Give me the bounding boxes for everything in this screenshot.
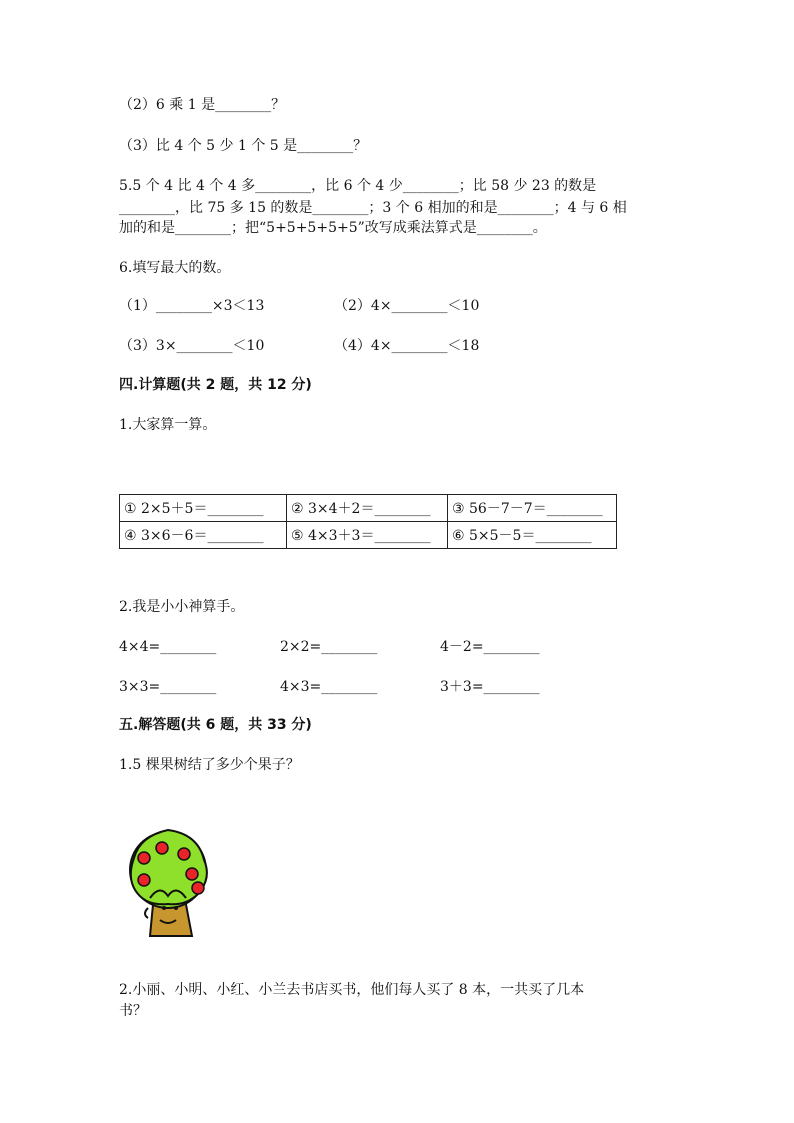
s4-q1-title: 1.大家算一算。 <box>119 417 217 433</box>
calc-cell: ⑤ 4×3＋3＝________ <box>287 522 448 549</box>
s5-q2-line2: 书？ <box>119 1003 147 1019</box>
q5-line3: 加的和是________；把“5+5+5+5+5”改写成乘法算式是________。 <box>119 220 547 236</box>
q5-line2: ________，比 75 多 15 的数是________；3 个 6 相加的和是________；4 与 6 相 <box>119 200 627 216</box>
q4-2: （2）6 乘 1 是________？ <box>119 97 286 113</box>
mental-math-item: 3×3=________ <box>119 679 217 695</box>
table-row <box>120 495 617 522</box>
calc-cell: ⑥ 5×5－5＝________ <box>448 522 617 549</box>
section5-title: 五.解答题(共 6 题，共 33 分) <box>119 717 312 733</box>
mental-math-item: 4×4=________ <box>119 639 217 655</box>
q6-item: （3）3×________＜10 <box>119 338 265 354</box>
q6-item: （4）4×________＜18 <box>334 338 480 354</box>
mental-math-item: 2×2=________ <box>280 639 378 655</box>
s4-q2-title: 2.我是小小神算手。 <box>119 599 245 615</box>
q6-title: 6.填写最大的数。 <box>119 260 231 276</box>
q6-item: （2）4×________＜10 <box>334 298 480 314</box>
calc-cell: ③ 56－7－7＝________ <box>448 495 617 522</box>
mental-math-item: 4－2=________ <box>440 639 540 655</box>
calc-cell: ④ 3×6－6＝________ <box>120 522 287 549</box>
mental-math-item: 3＋3=________ <box>440 679 540 695</box>
apple-tree-icon <box>120 828 216 940</box>
s5-q2-line1: 2.小丽、小明、小红、小兰去书店买书，他们每人买了 8 本，一共买了几本 <box>119 982 585 998</box>
calc-table <box>119 494 617 549</box>
s5-q1: 1.5 棵果树结了多少个果子？ <box>119 757 300 773</box>
section4-title: 四.计算题(共 2 题，共 12 分) <box>119 377 312 393</box>
mental-math-item: 4×3=________ <box>280 679 378 695</box>
calc-cell: ① 2×5＋5＝________ <box>120 495 287 522</box>
table-row <box>120 522 617 549</box>
q6-item: （1）________×3＜13 <box>119 298 265 314</box>
q4-3: （3）比 4 个 5 少 1 个 5 是________？ <box>119 138 368 154</box>
calc-cell: ② 3×4＋2＝________ <box>287 495 448 522</box>
q5-line1: 5.5 个 4 比 4 个 4 多________，比 6 个 4 少________；比 58 少 23 的数是 <box>119 178 597 194</box>
